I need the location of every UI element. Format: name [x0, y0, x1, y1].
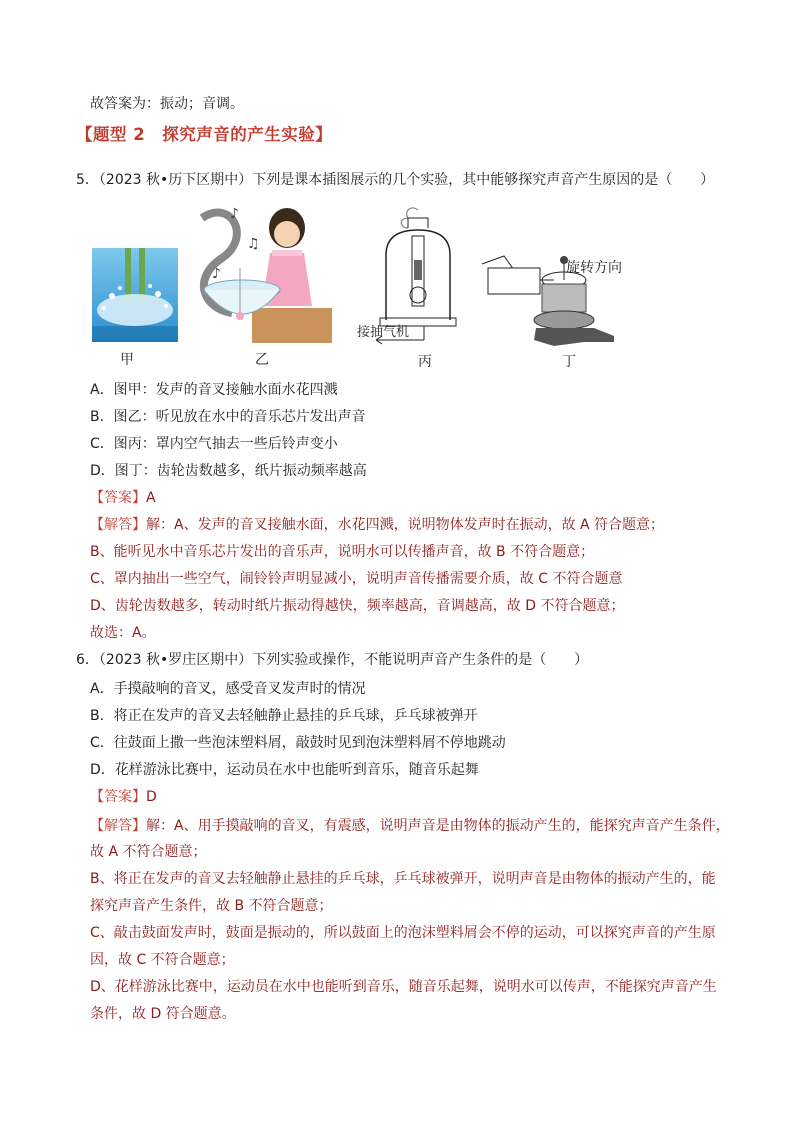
svg-text:♪: ♪ [230, 206, 239, 222]
q6-option-a: A．手摸敲响的音叉，感受音叉发声时的情况 [90, 681, 366, 697]
figure-jia-tuning-fork-water [92, 248, 178, 342]
q6-analysis-line [90, 817, 730, 835]
q5-option-c: C．图丙：罩内空气抽去一些后铃声变小 [90, 436, 338, 452]
q6-option-c: C．往鼓面上撒一些泡沫塑料屑，敲鼓时见到泡沫塑料屑不停地跳动 [90, 735, 506, 751]
q6-analysis-line: C、敲击鼓面发声时，鼓面是振动的，所以鼓面上的泡沫塑料屑会不停的运动，可以探究声音的产生原 [90, 925, 716, 941]
q5-option-b: B．图乙：听见放在水中的音乐芯片发出声音 [90, 409, 366, 425]
figure-ding-caption: 丁 [562, 354, 576, 370]
figure-yi-music-chip-water [192, 198, 332, 343]
answer-label: 【答案】 [90, 789, 146, 805]
q5-analysis-line: D、齿轮齿数越多，转动时纸片振动得越快，频率越高，音调越高，故 D 不符合题意； [90, 598, 625, 614]
answer-value: A [146, 490, 156, 506]
q6-stem: 6．（2023 秋•罗庄区期中）下列实验或操作，不能说明声音产生条件的是（ ） [76, 652, 589, 668]
q6-analysis-line: 故 A 不符合题意； [90, 844, 207, 860]
q6-analysis-line: 条件，故 D 符合题意。 [90, 1006, 236, 1022]
previous-answer-line: 故答案为：振动；音调。 [90, 96, 244, 112]
q5-analysis-line [90, 516, 664, 534]
q6-option-d: D．花样游泳比赛中，运动员在水中也能听到音乐，随音乐起舞 [90, 762, 479, 778]
analysis-text: 解：A、用手摸敲响的音叉，有震感，说明声音是由物体的振动产生的，能探究声音产生条件， [146, 818, 730, 834]
q5-analysis-line: C、罩内抽出一些空气，闹铃铃声明显减小，说明声音传播需要介质，故 C 不符合题意 [90, 571, 623, 587]
q5-analysis-line: B、能听见水中音乐芯片发出的音乐声，说明水可以传播声音，故 B 不符合题意； [90, 544, 595, 560]
pump-label: 接抽气机 [357, 325, 410, 340]
analysis-text: 解：A、发声的音叉接触水面，水花四溅，说明物体发声时在振动，故 A 符合题意； [146, 517, 665, 533]
q6-analysis-line: 探究声音产生条件，故 B 不符合题意； [90, 898, 333, 914]
q6-analysis-line: D、花样游泳比赛中，运动员在水中也能听到音乐，随音乐起舞，说明水可以传声，不能探究声音产生 [90, 979, 717, 995]
svg-text:♫: ♫ [247, 236, 260, 252]
q5-option-d: D．图丁：齿轮齿数越多，纸片振动频率越高 [90, 463, 367, 479]
q6-option-b: B．将正在发声的音叉去轻触静止悬挂的乒乓球，乒乓球被弹开 [90, 708, 478, 724]
q6-analysis-line: 因，故 C 不符合题意； [90, 952, 235, 968]
q5-answer [90, 489, 156, 507]
answer-value: D [146, 789, 157, 805]
svg-text:♪: ♪ [212, 266, 221, 282]
q6-answer [90, 788, 157, 806]
figure-jia-caption: 甲 [120, 352, 134, 368]
q6-analysis-line: B、将正在发声的音叉去轻触静止悬挂的乒乓球，乒乓球被弹开，说明声音是由物体的振动产生的，能 [90, 871, 716, 887]
q5-option-a: A．图甲：发声的音叉接触水面水花四溅 [90, 382, 338, 398]
analysis-label: 【解答】 [90, 818, 146, 834]
analysis-label: 【解答】 [90, 517, 146, 533]
figure-yi-caption: 乙 [255, 352, 269, 368]
rotate-direction-label: 旋转方向 [566, 260, 622, 276]
section-title: 【题型 2 探究声音的产生实验】 [76, 125, 333, 144]
answer-label: 【答案】 [90, 490, 146, 506]
q5-stem: 5．（2023 秋•历下区期中）下列是课本插图展示的几个实验，其中能够探究声音产生原因的是（ ） [76, 172, 715, 188]
q5-analysis-line: 故选：A。 [90, 625, 156, 641]
figure-bing-caption: 丙 [418, 354, 432, 370]
